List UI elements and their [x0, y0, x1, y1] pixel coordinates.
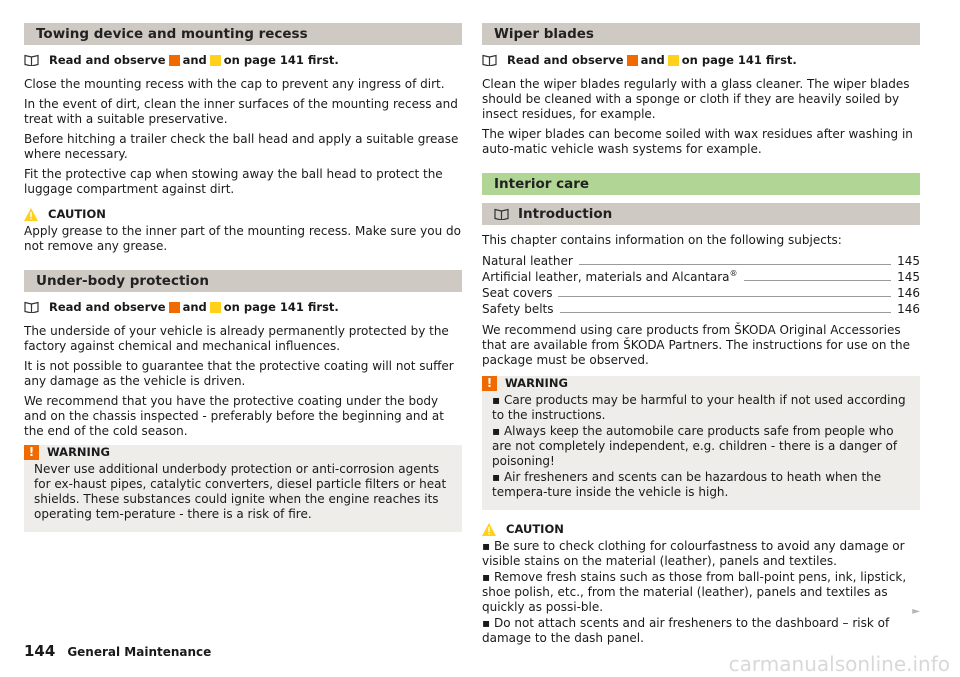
- paragraph: The underside of your vehicle is already permanently protected by the factory against chemical and mechanical influences.: [24, 324, 449, 353]
- warning-item: ▪ Care products may be harmful to your health if not used according to the instructions.: [492, 393, 906, 422]
- read-observe-and: and: [640, 52, 665, 67]
- warning-title: WARNING: [47, 445, 110, 459]
- toc-entry[interactable]: [482, 269, 920, 285]
- paragraph: It is not possible to guarantee that the protective coating will not suffer any damage as the vehicle is driven.: [24, 359, 454, 388]
- warning-body: [482, 391, 920, 510]
- caution-mini-icon: [668, 55, 679, 66]
- section-title-wiper-blades: Wiper blades: [482, 23, 920, 45]
- caution-title-row: [482, 522, 920, 537]
- book-icon: [482, 54, 498, 66]
- paragraph: In the event of dirt, clean the inner surfaces of the mounting recess and treat with a suitable preservative.: [24, 97, 458, 126]
- next-page-arrow-icon[interactable]: ►: [912, 606, 920, 617]
- toc-leader: [560, 312, 892, 313]
- caution-block: [24, 207, 462, 254]
- book-icon: [24, 301, 40, 313]
- section-title-introduction: [482, 203, 920, 225]
- topic-list: [482, 253, 920, 317]
- toc-label: Safety belts: [482, 302, 554, 316]
- warning-icon: !: [482, 376, 497, 391]
- section-title-towing-device: Towing device and mounting recess: [24, 23, 462, 45]
- read-observe-and: and: [182, 299, 207, 314]
- toc-page: 146: [897, 286, 920, 300]
- warning-icon: !: [24, 445, 39, 460]
- warning-item: ▪ Air fresheners and scents can be hazardous to heath when the tempera-ture inside the vehicle is high.: [492, 470, 882, 499]
- section-title-underbody: Under-body protection: [24, 270, 462, 292]
- paragraph: We recommend that you have the protective coating under the body and on the chassis inspected - preferably before the beginning and at the end of the cold season.: [24, 394, 444, 438]
- caution-title-row: [24, 207, 462, 222]
- caution-mini-icon: [210, 302, 221, 313]
- recommend-text: We recommend using care products from ŠKODA Original Accessories that are available from ŠKODA Partners. The instructions for use on the package must be observed.: [482, 323, 910, 367]
- book-icon: [24, 54, 40, 66]
- caution-triangle-icon: [482, 523, 496, 536]
- caution-mini-icon: [210, 55, 221, 66]
- toc-label-text: Artificial leather, materials and Alcantara: [482, 270, 730, 284]
- read-and-observe-line: [482, 53, 920, 67]
- warning-mini-icon: [627, 55, 638, 66]
- read-observe-suffix: on page 141 first.: [681, 52, 797, 67]
- toc-leader: [558, 296, 891, 297]
- toc-label: [482, 270, 738, 285]
- warning-text: Never use additional underbody protection or anti-corrosion agents for ex-haust pipes, catalytic converters, diesel particle filters or heat shields. These substances could ignite when the engine reaches its operating tem-perature - there is a risk of fire.: [34, 462, 447, 521]
- toc-entry[interactable]: [482, 253, 920, 269]
- toc-page: 146: [897, 302, 920, 316]
- paragraph: Close the mounting recess with the cap to prevent any ingress of dirt.: [24, 77, 445, 91]
- caution-item: ▪ Do not attach scents and air fresheners to the dashboard – risk of damage to the dash panel.: [482, 616, 890, 645]
- watermark: carmanualsonline.info: [728, 652, 950, 676]
- warning-mini-icon: [169, 302, 180, 313]
- read-and-observe-line: [24, 53, 462, 67]
- left-column: [24, 23, 462, 532]
- chapter-title-interior-care: Interior care: [482, 173, 920, 195]
- paragraph: Before hitching a trailer check the ball head and apply a suitable grease where necessary.: [24, 132, 459, 161]
- read-and-observe-line: [24, 300, 462, 314]
- introduction-title: Introduction: [518, 206, 613, 222]
- toc-label: Natural leather: [482, 254, 573, 268]
- toc-label-sup: ®: [729, 269, 738, 278]
- paragraph: Clean the wiper blades regularly with a glass cleaner. The wiper blades should be cleaned with a sponge or cloth if they are heavily soiled by insect residues, for example.: [482, 77, 910, 121]
- read-observe-and: and: [182, 52, 207, 67]
- page-footer: [24, 644, 211, 660]
- read-observe-suffix: on page 141 first.: [223, 299, 339, 314]
- read-observe-prefix: Read and observe: [507, 52, 624, 67]
- read-observe-suffix: on page 141 first.: [223, 52, 339, 67]
- warning-body: [24, 460, 462, 532]
- warning-title-row: [482, 376, 920, 391]
- caution-item: ▪ Remove fresh stains such as those from ball-point pens, ink, lipstick, shoe polish, etc., from the material (leather), panels and textiles as quickly as possi-ble.: [482, 570, 907, 614]
- warning-title-row: [24, 445, 462, 460]
- warning-item: ▪ Always keep the automobile care products safe from people who are not completely independent, e.g. children - there is a danger of poisoning!: [492, 424, 898, 468]
- read-observe-prefix: Read and observe: [49, 52, 166, 67]
- caution-item: ▪ Be sure to check clothing for colourfastness to avoid any damage or visible stains on the material (leather), panels and textiles.: [482, 539, 905, 568]
- toc-label: Seat covers: [482, 286, 553, 300]
- right-column: [482, 23, 920, 645]
- toc-entry[interactable]: [482, 301, 920, 317]
- paragraph: Fit the protective cap when stowing away the ball head to protect the luggage compartment against dirt.: [24, 167, 443, 196]
- read-observe-prefix: Read and observe: [49, 299, 166, 314]
- warning-title: WARNING: [505, 376, 568, 390]
- toc-page: 145: [897, 254, 920, 268]
- toc-page: 145: [897, 270, 920, 284]
- warning-box: [482, 376, 920, 510]
- book-icon: [494, 208, 509, 220]
- caution-triangle-icon: [24, 208, 38, 221]
- caution-title: CAUTION: [506, 522, 564, 536]
- page-number: 144: [24, 642, 56, 660]
- paragraph: The wiper blades can become soiled with wax residues after washing in auto-matic vehicle wash systems for example.: [482, 127, 913, 156]
- toc-leader: [579, 264, 891, 265]
- caution-title: CAUTION: [48, 207, 106, 221]
- footer-section-name: General Maintenance: [67, 645, 212, 659]
- caution-text: Apply grease to the inner part of the mounting recess. Make sure you do not remove any grease.: [24, 224, 461, 253]
- toc-leader: [744, 280, 892, 281]
- caution-block: [482, 522, 920, 646]
- toc-entry[interactable]: [482, 285, 920, 301]
- warning-box: [24, 445, 462, 532]
- warning-mini-icon: [169, 55, 180, 66]
- intro-lead: This chapter contains information on the following subjects:: [482, 233, 842, 247]
